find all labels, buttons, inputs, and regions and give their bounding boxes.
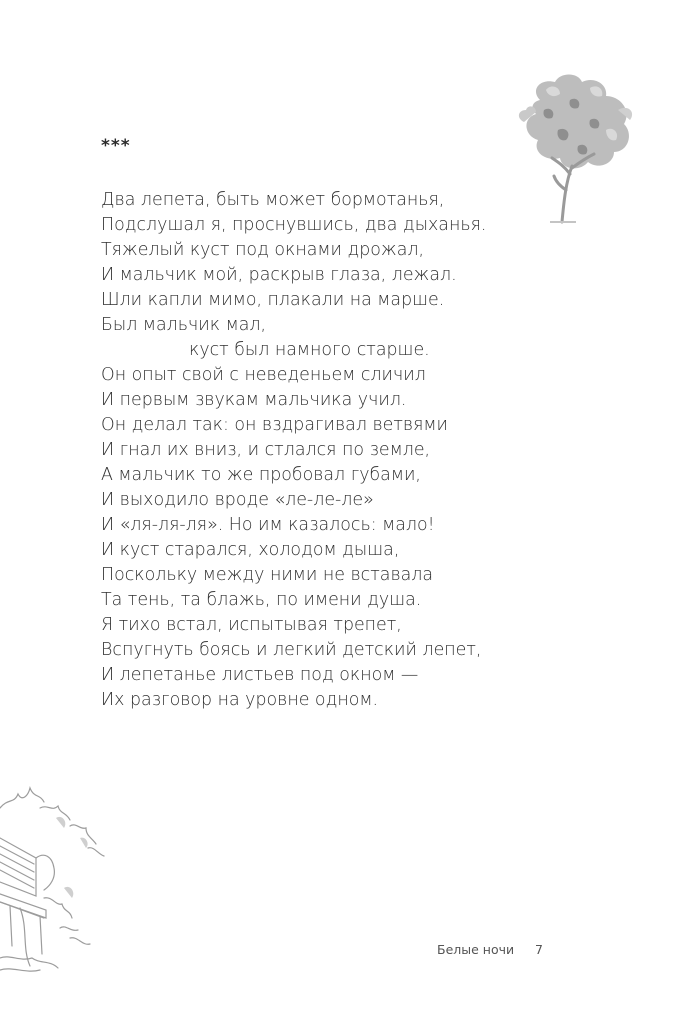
poem-line: Два лепета, быть может бормотанья, (101, 190, 445, 210)
poem-line: Я тихо встал, испытывая трепет, (101, 615, 402, 635)
poem-line: Тяжелый куст под окнами дрожал, (101, 240, 425, 260)
poem-text (101, 188, 521, 713)
poem-line: Он делал так: он вздрагивал ветвями (101, 415, 448, 435)
running-footer-title: Белые ночи (437, 942, 515, 957)
poem-line: Подслушал я, проснувшись, два дыханья. (101, 215, 487, 235)
page-number: 7 (535, 942, 543, 957)
poem-line: Поскольку между ними не вставала (101, 565, 434, 585)
poem-line: Был мальчик мал, (101, 315, 267, 335)
section-mark: *** (101, 136, 131, 156)
poem-line: И мальчик мой, раскрыв глаза, лежал. (101, 265, 457, 285)
poem-line: А мальчик то же пробовал губами, (101, 465, 421, 485)
poem-line: И первым звукам мальчика учил. (101, 390, 407, 410)
poem-line: Их разговор на уровне одном. (101, 690, 379, 710)
poem-line: И выходило вроде «ле-ле-ле» (101, 490, 374, 510)
poem-line: Та тень, та блажь, по имени душа. (101, 590, 422, 610)
poem-line: Он опыт свой с неведеньем сличил (101, 365, 426, 385)
bench-illustration (0, 778, 118, 978)
poem-line: И лепетанье листьев под окном — (101, 665, 419, 685)
poem-line: И гнал их вниз, и стлался по земле, (101, 440, 431, 460)
poem-line: И «ля-ля-ля». Но им казалось: мало! (101, 515, 435, 535)
poem-line: И куст старался, холодом дыша, (101, 540, 400, 560)
poem-line: куст был намного старше. (189, 340, 430, 360)
poem-line: Шли капли мимо, плакали на марше. (101, 290, 445, 310)
tree-illustration (510, 70, 642, 230)
poem-line: Вспугнуть боясь и легкий детский лепет, (101, 640, 482, 660)
